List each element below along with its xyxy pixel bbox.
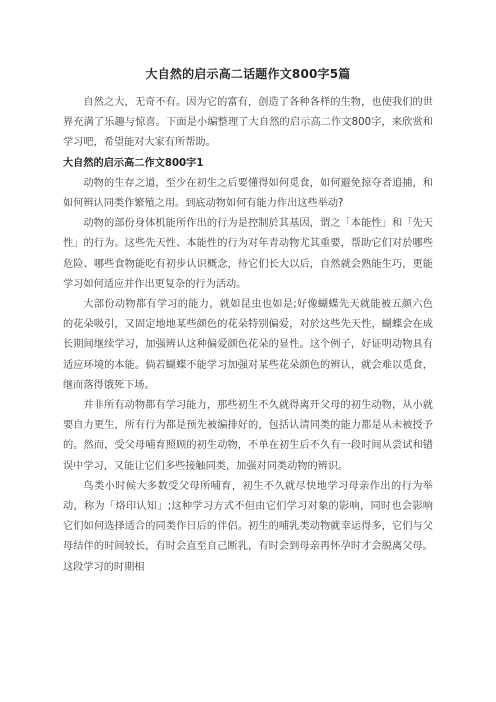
- section-heading: 大自然的启示高二作文800字1: [63, 157, 204, 169]
- body-paragraph: 动物的生存之道，至少在初生之后要懂得如何觅食，如何避免掠夺者追捕，和如何辨认同类作繁殖之用。到底动物如何有能力作出这些举动?: [63, 177, 433, 210]
- body-paragraph: 大部份动物都有学习的能力，就如昆虫也如是;好像蝴蝶先天就能被五颜六色的花朵吸引，又固定地地某些颜色的花朵特别偏爱，对於这些先天性，蝴蝶会在成长期间继续学习，加强辨认这种偏爱颜色花朵的显性。这个例子，好证明动物具有适应环境的本能。倘若蝴蝶不能学习加强对某些花朵颜色的辨认，就会难以觅食，继而落得饿死下场。: [63, 299, 433, 391]
- document-title: 大自然的启示高二话题作文800字5篇: [145, 67, 351, 81]
- document-body: [63, 93, 433, 578]
- body-paragraph: 动物的部份身体机能所作出的行为是控制於其基因，谓之「本能性」和「先天性」的行为。这些先天性、本能性的行为对年青动物尤其重要，帮助它们对於哪些危险、哪些食物能吃有初步认识概念，待它们长大以后，自然就会熟能生巧，更能学习如何适应并作出更复杂的行为活动。: [63, 218, 433, 290]
- body-paragraph: 并非所有动物都有学习能力，那些初生不久就得离开父母的初生动物，从小就要自力更生，所有行为都是预先被编排好的，包括认清同类的能力都是从未被授予的。然而，受父母哺育照顾的初生动物，不单在初生后不久有一段时间从尝试和错误中学习，又能让它们多些接触同类，加强对同类动物的辨识。: [63, 400, 433, 472]
- body-paragraph: 鸟类小时候大多数受父母所哺育，初生不久就尽快地学习母亲作出的行为举动，称为「烙印认知」;这种学习方式不但由它们学习对象的影响，同时也会影响它们如何选择适合的同类作日后的伴侣。初生的哺乳类动物就幸运得多，它们与父母结伴的时间较长，有时会直至自己断乳，有时会到母亲再怀孕时才会脱离父母。这段学习的时期相: [63, 480, 433, 573]
- intro-paragraph: 自然之大，无奇不有。因为它的富有，创造了各种各样的生物，也使我们的世界充满了乐趣与惊喜。下面是小编整理了大自然的启示高二作文800字，来欣赏和学习吧，希望能对大家有所帮助。: [63, 97, 433, 149]
